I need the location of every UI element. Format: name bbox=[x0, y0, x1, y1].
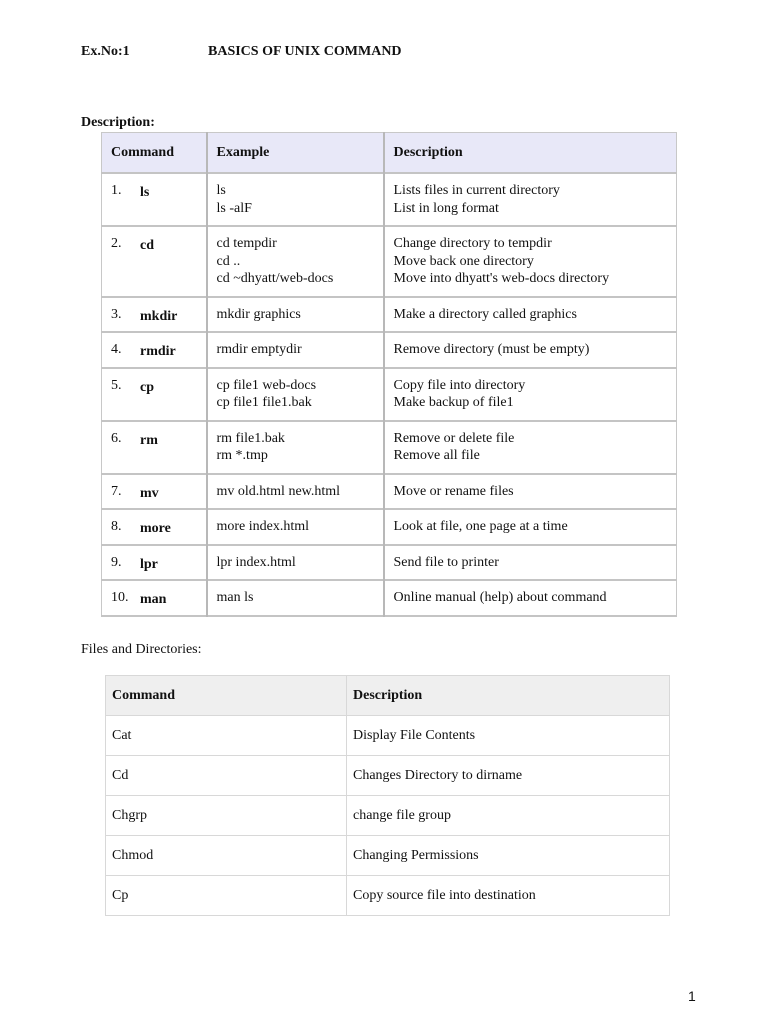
description-line: Make a directory called graphics bbox=[393, 306, 577, 322]
example-line: cp file1 file1.bak bbox=[216, 395, 312, 410]
example-line: mkdir graphics bbox=[216, 306, 301, 322]
description-line: Move or rename files bbox=[393, 483, 514, 499]
example-cell bbox=[207, 421, 384, 474]
files-command-cell: Chgrp bbox=[106, 796, 347, 836]
files-header-command: Command bbox=[106, 676, 347, 716]
command-name: mv bbox=[140, 485, 159, 501]
example-line: man ls bbox=[216, 590, 254, 605]
command-cell bbox=[102, 173, 207, 226]
example-line: cd .. bbox=[216, 253, 241, 269]
command-name: man bbox=[140, 592, 167, 607]
description-line: Remove all file bbox=[393, 448, 480, 463]
files-table bbox=[105, 675, 670, 916]
page-number: 1 bbox=[688, 988, 696, 1004]
description-cell bbox=[384, 474, 677, 510]
table-row bbox=[106, 836, 670, 876]
example-cell bbox=[207, 368, 384, 421]
description-line: Lists files in current directory bbox=[393, 183, 560, 198]
table-row bbox=[106, 876, 670, 916]
table-row bbox=[102, 580, 677, 616]
row-number: 6. bbox=[111, 430, 122, 446]
command-cell bbox=[102, 580, 207, 616]
files-description-cell: Changes Directory to dirname bbox=[347, 756, 670, 796]
command-cell bbox=[102, 368, 207, 421]
example-cell bbox=[207, 509, 384, 545]
description-cell bbox=[384, 421, 677, 474]
table-row bbox=[102, 368, 677, 421]
command-name: rmdir bbox=[140, 344, 176, 359]
table-row bbox=[102, 545, 677, 581]
description-line: Move into dhyatt's web-docs directory bbox=[393, 271, 610, 286]
description-heading: Description: bbox=[81, 115, 155, 130]
exercise-number: Ex.No:1 bbox=[81, 44, 130, 59]
description-line: Online manual (help) about command bbox=[393, 590, 607, 605]
command-cell bbox=[102, 474, 207, 510]
row-number: 1. bbox=[111, 183, 122, 198]
command-cell bbox=[102, 332, 207, 368]
description-cell bbox=[384, 226, 677, 297]
command-name: lpr bbox=[140, 556, 158, 572]
description-cell bbox=[384, 509, 677, 545]
example-line: cd ~dhyatt/web-docs bbox=[216, 271, 334, 286]
command-name: more bbox=[140, 521, 171, 536]
command-name: mkdir bbox=[140, 308, 178, 324]
files-command-cell: Cp bbox=[106, 876, 347, 916]
files-command-cell: Chmod bbox=[106, 836, 347, 876]
files-description-cell: Changing Permissions bbox=[347, 836, 670, 876]
command-cell bbox=[102, 545, 207, 581]
example-cell bbox=[207, 580, 384, 616]
example-cell bbox=[207, 297, 384, 333]
example-line: cp file1 web-docs bbox=[216, 377, 317, 393]
example-line: mv old.html new.html bbox=[216, 483, 341, 499]
command-cell bbox=[102, 226, 207, 297]
table-row bbox=[102, 421, 677, 474]
table-row bbox=[102, 474, 677, 510]
example-cell bbox=[207, 226, 384, 297]
files-table-header-row bbox=[106, 676, 670, 716]
commands-table bbox=[101, 132, 677, 617]
files-directories-heading: Files and Directories: bbox=[81, 642, 202, 657]
page-title: BASICS OF UNIX COMMAND bbox=[208, 44, 402, 59]
description-line: Copy file into directory bbox=[393, 377, 526, 393]
table-row bbox=[106, 756, 670, 796]
table-row bbox=[102, 173, 677, 226]
row-number: 10. bbox=[111, 590, 129, 605]
command-cell bbox=[102, 509, 207, 545]
description-cell bbox=[384, 297, 677, 333]
row-number: 8. bbox=[111, 519, 122, 534]
example-cell bbox=[207, 332, 384, 368]
command-name: ls bbox=[140, 185, 150, 200]
table-row bbox=[106, 796, 670, 836]
header-description: Description bbox=[384, 133, 677, 174]
table-row bbox=[102, 332, 677, 368]
table-row bbox=[102, 297, 677, 333]
header-command: Command bbox=[102, 133, 207, 174]
row-number: 5. bbox=[111, 377, 122, 393]
command-name: rm bbox=[140, 432, 158, 448]
description-cell bbox=[384, 545, 677, 581]
row-number: 4. bbox=[111, 342, 122, 357]
row-number: 9. bbox=[111, 554, 122, 570]
files-description-cell: Copy source file into destination bbox=[347, 876, 670, 916]
files-command-cell: Cat bbox=[106, 716, 347, 756]
table-row bbox=[102, 226, 677, 297]
command-name: cp bbox=[140, 379, 154, 395]
command-name: cd bbox=[140, 238, 154, 253]
files-description-cell: change file group bbox=[347, 796, 670, 836]
example-line: rm *.tmp bbox=[216, 448, 268, 463]
example-cell bbox=[207, 545, 384, 581]
row-number: 2. bbox=[111, 236, 122, 251]
description-line: Change directory to tempdir bbox=[393, 236, 552, 251]
description-cell bbox=[384, 368, 677, 421]
example-line: ls bbox=[216, 183, 226, 198]
description-line: Send file to printer bbox=[393, 554, 499, 570]
description-line: List in long format bbox=[393, 200, 499, 216]
files-command-cell: Cd bbox=[106, 756, 347, 796]
commands-table-header-row bbox=[102, 133, 677, 174]
example-line: lpr index.html bbox=[216, 554, 296, 570]
example-cell bbox=[207, 474, 384, 510]
example-line: rm file1.bak bbox=[216, 430, 285, 446]
table-row bbox=[102, 509, 677, 545]
description-line: Remove directory (must be empty) bbox=[393, 342, 590, 357]
command-cell bbox=[102, 297, 207, 333]
example-line: more index.html bbox=[216, 519, 310, 534]
row-number: 3. bbox=[111, 306, 122, 322]
table-row bbox=[106, 716, 670, 756]
description-cell bbox=[384, 332, 677, 368]
description-cell bbox=[384, 173, 677, 226]
example-line: ls -alF bbox=[216, 200, 252, 216]
description-line: Look at file, one page at a time bbox=[393, 519, 568, 534]
command-cell bbox=[102, 421, 207, 474]
files-header-description: Description bbox=[347, 676, 670, 716]
files-description-cell: Display File Contents bbox=[347, 716, 670, 756]
description-cell bbox=[384, 580, 677, 616]
description-line: Make backup of file1 bbox=[393, 395, 514, 410]
example-line: rmdir emptydir bbox=[216, 342, 302, 357]
example-line: cd tempdir bbox=[216, 236, 277, 251]
example-cell bbox=[207, 173, 384, 226]
row-number: 7. bbox=[111, 483, 122, 499]
description-line: Move back one directory bbox=[393, 253, 534, 269]
description-line: Remove or delete file bbox=[393, 430, 515, 446]
header-example: Example bbox=[207, 133, 384, 174]
